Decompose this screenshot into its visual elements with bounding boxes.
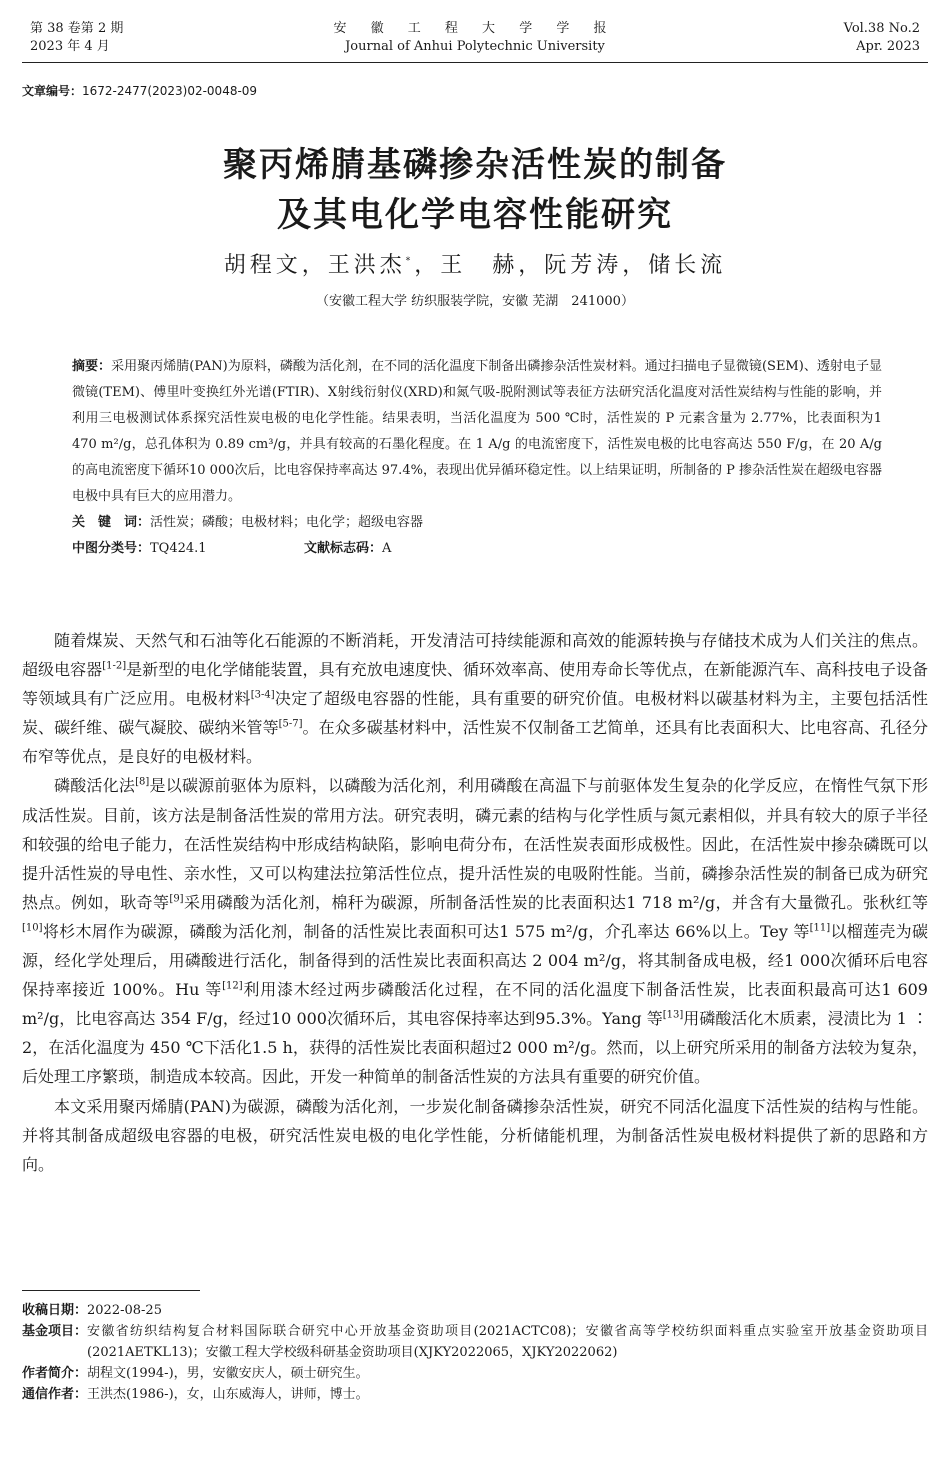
clc-label: 中图分类号： <box>72 541 151 556</box>
footnote-rule <box>22 1290 200 1291</box>
article-number-label: 文章编号： <box>22 84 83 98</box>
p1-text-1: 随着煤炭、天然气和石油等化石能源的不断消耗，开发清洁可持续能源和高效的能源转换与存储技术成为人们关注的焦点。超级电容器 <box>22 631 928 680</box>
date-en: Apr. 2023 <box>856 39 920 54</box>
citation-10: [10] <box>22 922 43 934</box>
abstract-label: 摘要： <box>72 359 112 374</box>
header-center <box>30 20 920 56</box>
header-right <box>844 20 920 56</box>
author-bio-label: 作者简介： <box>22 1366 88 1381</box>
author-1: 胡程文， <box>223 253 328 278</box>
abstract-text: 采用聚丙烯腈(PAN)为原料，磷酸为活化剂，在不同的活化温度下制备出磷掺杂活性炭材料。通过扫描电子显微镜(SEM)、透射电子显微镜(TEM)、傅里叶变换红外光谱(FTIR)、X射线衍射仪(XRD)和氮气吸-脱附测试等表征方法研究活化温度对活性炭结构与性能的影响，并利用三电极测试体系探究活性炭电极的电化学性能。结果表明，当活化温度为 500 ℃时，活性炭的 P 元素含量为 2.77%，比表面积为1 470 m²/g，总孔体积为 0.89 cm³/g，并具有较高的石墨化程度。在 1 A/g 的电流密度下，活性炭电极的比电容高达 550 F/g，在 20 A/g 的高电流密度下循环10 000次后，比电容保持率高达 97.4%，表现出优异循环稳定性。以上结果证明，所制备的 P 掺杂活性炭在超级电容器电极中具有巨大的应用潜力。 <box>72 359 882 504</box>
running-header <box>30 18 920 62</box>
citation-12: [12] <box>222 980 243 992</box>
p2-text-7: 用磷酸活化木质素，浸渍比为 1 ∶ 2，在活化温度为 450 ℃下活化1.5 h，获得的活性炭比表面积超过2 000 m²/g。然而，以上研究所采用的制备方法较为复杂，后处理工序繁琐，制造成本较高。因此，开发一种简单的制备活性炭的方法具有重要的研究价值。 <box>22 1009 928 1087</box>
citation-11: [11] <box>809 922 831 934</box>
footnote-fund <box>22 1321 928 1363</box>
keywords <box>72 510 882 536</box>
footnote-corresponding <box>22 1384 928 1405</box>
author-list <box>0 248 950 279</box>
paragraph-1 <box>22 626 928 771</box>
title-line-1: 聚丙烯腈基磷掺杂活性炭的制备 <box>223 145 727 185</box>
author-bio-value: 胡程文(1994-)，男，安徽安庆人，硕士研究生。 <box>87 1366 369 1381</box>
p1-text-2: 是新型的电化学储能装置，具有充放电速度快、循环效率高、使用寿命长等优点，在新能源汽车、高科技电子设备等领域具有广泛应用。电极材料 <box>22 660 928 709</box>
keywords-value: 活性炭；磷酸；电极材料；电化学；超级电容器 <box>150 515 424 530</box>
citation-3-4: [3-4] <box>250 689 275 701</box>
p2-text-1: 磷酸活化法 <box>54 776 136 796</box>
footnote-received <box>22 1300 928 1321</box>
doc-code-label: 文献标志码： <box>304 541 383 556</box>
journal-name-cn: 安 徽 工 程 大 学 学 报 <box>333 21 617 36</box>
affiliation: （安徽工程大学 纺织服装学院，安徽 芜湖 241000） <box>316 294 634 309</box>
abstract-block <box>72 354 882 562</box>
received-label: 收稿日期： <box>22 1303 88 1318</box>
title-line-2: 及其电化学电容性能研究 <box>277 195 673 235</box>
p2-text-2: 是以碳源前驱体为原料，以磷酸为活化剂，利用磷酸在高温下与前驱体发生复杂的化学反应，在惰性气氛下形成活性炭。目前，该方法是制备活性炭的常用方法。研究表明，磷元素的结构与化学性质与氮元素相似，并具有较大的原子半径和较强的给电子能力，在活性炭结构中形成结构缺陷，影响电荷分布，在活性炭表面形成极性。因此，在活性炭中掺杂磷既可以提升活性炭的导电性、亲水性，又可以构建法拉第活性位点，提升活性炭的电吸附性能。当前，磷掺杂活性炭的制备已成为研究热点。例如，耿奇等 <box>22 776 928 912</box>
author-rest: ，王 赫，阮芳涛，储长流 <box>414 253 727 278</box>
footnotes <box>22 1300 928 1405</box>
article-number <box>22 82 257 99</box>
paragraph-2 <box>22 771 928 1091</box>
p1-text-4: 。在众多碳基材料中，活性炭不仅制备工艺简单，还具有比表面积大、比电容高、孔径分布窄等优点，是良好的电极材料。 <box>22 718 928 767</box>
classification-line <box>72 536 882 562</box>
corresponding-mark: * <box>405 256 415 267</box>
citation-5-7: [5-7] <box>278 718 303 730</box>
p1-text-3: 决定了超级电容器的性能，具有重要的研究价值。电极材料以碳基材料为主，主要包括活性炭、碳纤维、碳气凝胶、碳纳米管等 <box>22 689 928 738</box>
keywords-label: 关 键 词： <box>72 515 151 530</box>
paper-title <box>0 140 950 240</box>
citation-9: [9] <box>169 893 184 905</box>
corresponding-value: 王洪杰(1986-)，女，山东威海人，讲师，博士。 <box>87 1387 369 1402</box>
paragraph-3: 本文采用聚丙烯腈(PAN)为碳源，磷酸为活化剂，一步炭化制备磷掺杂活性炭，研究不同活化温度下活性炭的结构与性能。并将其制备成超级电容器的电极，研究活性炭电极的电化学性能，分析储能机理，为制备活性炭电极材料提供了新的思路和方向。 <box>22 1096 928 1174</box>
fund-value: 安徽省纺织结构复合材料国际联合研究中心开放基金资助项目(2021ACTC08)；安徽省高等学校纺织面料重点实验室开放基金资助项目(2021AETKL13)；安徽工程大学校级科研基金资助项目(XJKY2022065，XJKY2022062) <box>87 1324 928 1360</box>
p2-text-4: 将杉木屑作为碳源，磷酸为活化剂，制备的活性炭比表面积可达1 575 m²/g，介孔率达 66%以上。Tey 等 <box>42 921 810 941</box>
footnote-author <box>22 1363 928 1384</box>
citation-13: [13] <box>662 1009 684 1021</box>
volume-cn: 第 38 卷第 2 期 <box>30 21 124 36</box>
author-2: 王洪杰 <box>327 253 406 278</box>
abstract <box>72 354 882 510</box>
corresponding-label: 通信作者： <box>22 1387 88 1402</box>
article-number-value: 1672-2477(2023)02-0048-09 <box>82 84 258 98</box>
citation-1-2: [1-2] <box>102 660 127 672</box>
journal-name-en: Journal of Anhui Polytechnic University <box>345 39 605 54</box>
body-text <box>22 626 928 1179</box>
date-cn: 2023 年 4 月 <box>30 39 110 54</box>
p2-text-5: 以榴莲壳为碳源，经化学处理后，用磷酸进行活化，制备得到的活性炭比表面积高达 2 004 m²/g，将其制备成电极，经1 000次循环后电容保持率接近 100%。Hu 等 <box>22 921 928 1000</box>
citation-8: [8] <box>135 777 150 789</box>
received-value: 2022-08-25 <box>87 1303 162 1318</box>
volume-en: Vol.38 No.2 <box>843 21 920 36</box>
doc-code-value: A <box>382 541 392 556</box>
clc-value: TQ424.1 <box>150 541 207 556</box>
fund-label: 基金项目： <box>22 1324 88 1339</box>
p2-text-6: 利用漆木经过两步磷酸活化过程，在不同的活化温度下制备活性炭，比表面积最高可达1 609 m²/g，比电容高达 354 F/g，经过10 000次循环后，其电容保持率达到95.3%。Yang 等 <box>22 980 928 1029</box>
p2-text-3: 采用磷酸为活化剂，棉秆为碳源，所制备活性炭的比表面积达1 718 m²/g，并含有大量微孔。张秋红等 <box>183 892 928 912</box>
header-rule <box>22 62 928 63</box>
